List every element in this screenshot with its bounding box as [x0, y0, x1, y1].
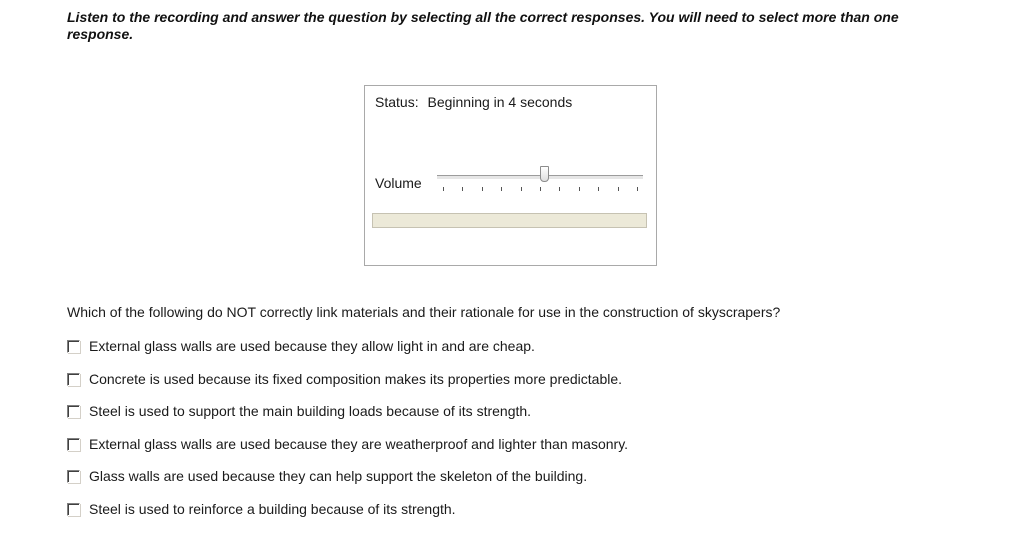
status-label: Status: — [375, 94, 419, 110]
volume-tick — [559, 187, 560, 191]
answer-option[interactable] — [67, 401, 531, 421]
answer-option-label[interactable]: Steel is used to reinforce a building because of its strength. — [89, 501, 456, 517]
answer-checkbox[interactable] — [67, 340, 80, 353]
answer-checkbox[interactable] — [67, 373, 80, 386]
volume-tick — [618, 187, 619, 191]
answer-option[interactable] — [67, 434, 628, 454]
answer-checkbox[interactable] — [67, 405, 80, 418]
answer-option[interactable] — [67, 466, 587, 486]
answer-option-label[interactable]: Glass walls are used because they can help support the skeleton of the building. — [89, 468, 588, 484]
answer-option[interactable] — [67, 369, 622, 389]
volume-label: Volume — [375, 175, 422, 191]
status-row — [375, 94, 572, 110]
audio-player — [364, 85, 657, 266]
playback-progress-bar — [372, 213, 647, 228]
volume-slider-thumb[interactable] — [540, 166, 549, 182]
volume-tick — [462, 187, 463, 191]
volume-tick — [637, 187, 638, 191]
answer-option-label[interactable]: External glass walls are used because they allow light in and are cheap. — [89, 338, 535, 354]
instructions-text: Listen to the recording and answer the question by selecting all the correct responses. You will need to select more than one response. — [67, 9, 899, 42]
volume-tick — [598, 187, 599, 191]
answer-option-label[interactable]: Concrete is used because its fixed composition makes its properties more predictable. — [89, 371, 623, 387]
answer-option-label[interactable]: Steel is used to support the main building loads because of its strength. — [89, 403, 532, 419]
status-value: Beginning in 4 seconds — [427, 94, 573, 110]
answer-checkbox[interactable] — [67, 503, 80, 516]
volume-tick — [501, 187, 502, 191]
volume-tick — [482, 187, 483, 191]
volume-tick — [443, 187, 444, 191]
volume-tick — [579, 187, 580, 191]
question-text: Which of the following do NOT correctly link materials and their rationale for use in the construction of skyscrapers? — [67, 304, 781, 320]
volume-slider[interactable] — [437, 166, 643, 194]
volume-tick — [521, 187, 522, 191]
answer-checkbox[interactable] — [67, 438, 80, 451]
answer-option[interactable] — [67, 336, 535, 356]
answer-option[interactable] — [67, 499, 456, 519]
answer-option-label[interactable]: External glass walls are used because they are weatherproof and lighter than masonry. — [89, 436, 629, 452]
answer-checkbox[interactable] — [67, 470, 80, 483]
volume-tick — [540, 187, 541, 191]
